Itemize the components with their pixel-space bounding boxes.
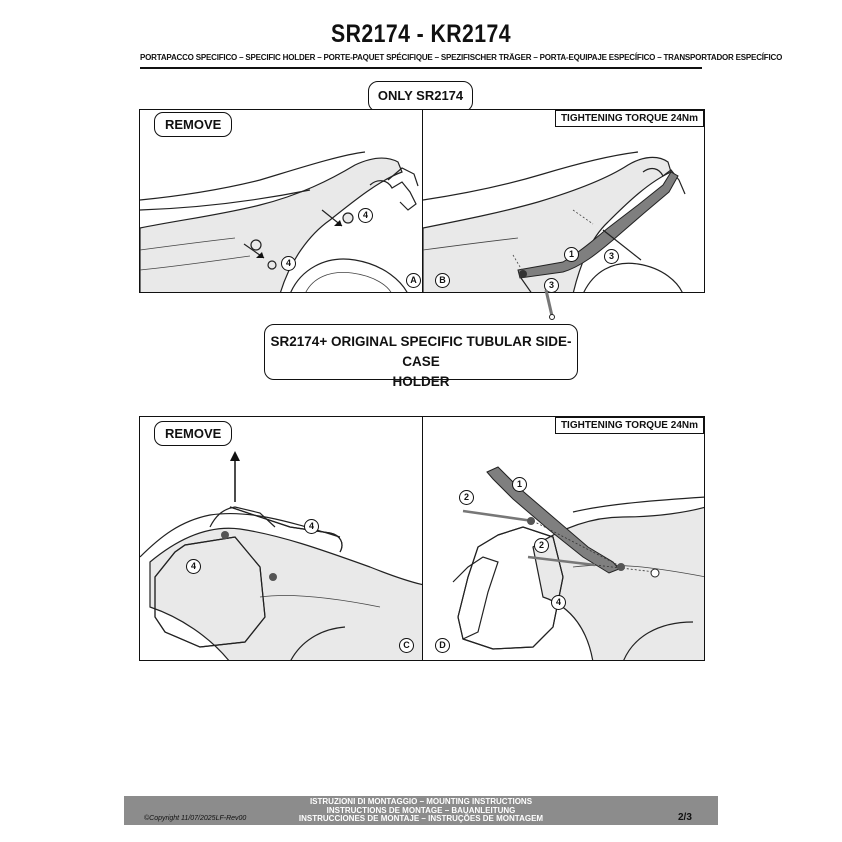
- callout-3-lower: 3: [544, 278, 559, 293]
- step-letter-a: A: [406, 273, 421, 288]
- document-subtitle: PORTAPACCO SPECIFICO – SPECIFIC HOLDER – PORTE-PAQUET SPÉCIFIQUE – SPEZIFISCHER TRÄGER – PORTA-EQUIPAJE ESPECÍFICO – TRANSPORTADOR ESPECÍFICO: [140, 53, 783, 62]
- callout-4-left: 4: [186, 559, 201, 574]
- torque-note: TIGHTENING TORQUE 24Nm: [555, 110, 704, 127]
- footer-line-3: INSTRUCCIONES DE MONTAJE – INSTRUÇÕES DE MONTAGEM: [298, 814, 544, 823]
- side-case-holder-note-line1: SR2174+ ORIGINAL SPECIFIC TUBULAR SIDE-CASE: [270, 334, 572, 369]
- callout-4-upper: 4: [358, 208, 373, 223]
- remove-label: REMOVE: [154, 112, 232, 137]
- step-panel-a: [139, 109, 423, 293]
- callout-4-lower: 4: [281, 256, 296, 271]
- document-title: SR2174 - KR2174: [330, 20, 512, 48]
- only-badge: ONLY SR2174: [368, 81, 473, 112]
- side-case-holder-note-line2: HOLDER: [392, 374, 450, 389]
- side-case-holder-note: [264, 324, 578, 389]
- callout-4: 4: [551, 595, 566, 610]
- callout-3-right: 3: [604, 249, 619, 264]
- illustration-remove-step-c: [140, 417, 423, 661]
- copyright-text: ©Copyright 11/07/2025LF-Rev00: [144, 815, 247, 822]
- bolt-illustration: [540, 290, 560, 320]
- illustration-install-step-d: [423, 417, 705, 661]
- step-letter-d: D: [435, 638, 450, 653]
- step-panel-d: [422, 416, 705, 661]
- callout-2-upper: 2: [459, 490, 474, 505]
- footer-line-1: ISTRUZIONI DI MONTAGGIO – MOUNTING INSTRUCTIONS: [309, 797, 533, 806]
- callout-2-lower: 2: [534, 538, 549, 553]
- footer-line-2: INSTRUCTIONS DE MONTAGE – BAUANLEITUNG: [326, 805, 516, 815]
- step-panel-b: [422, 109, 705, 293]
- callout-1: 1: [512, 477, 527, 492]
- page-number: 2/3: [678, 812, 692, 823]
- callout-4-top: 4: [304, 519, 319, 534]
- step-panel-c: [139, 416, 423, 661]
- step-letter-b: B: [435, 273, 450, 288]
- callout-1: 1: [564, 247, 579, 262]
- torque-note: TIGHTENING TORQUE 24Nm: [555, 417, 704, 434]
- remove-label: REMOVE: [154, 421, 232, 446]
- step-letter-c: C: [399, 638, 414, 653]
- illustration-install-step-b: [423, 110, 705, 293]
- title-divider: [140, 67, 702, 69]
